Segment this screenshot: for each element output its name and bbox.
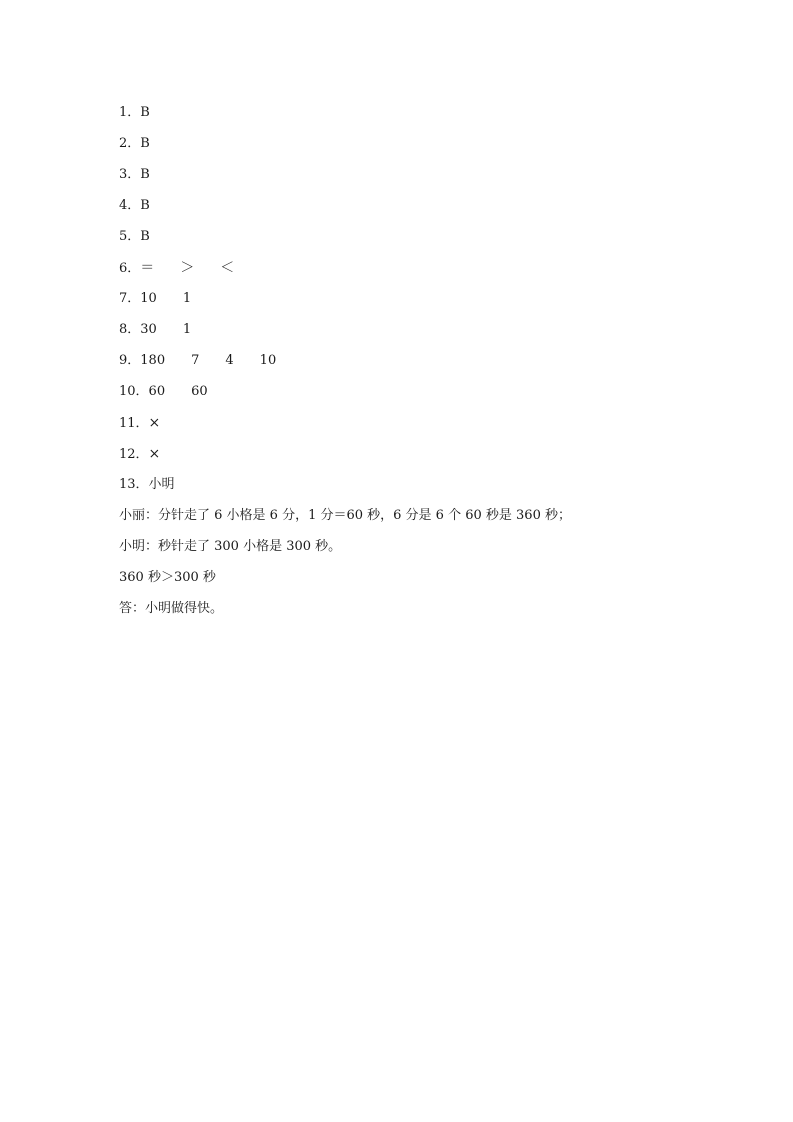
answer-value: ＞ [180, 260, 195, 276]
answer-value: × [148, 446, 161, 462]
explanation-line: 小明：秒针走了 300 小格是 300 秒。 [119, 539, 342, 554]
question-number: 2． [119, 136, 141, 151]
answer-12 [119, 443, 679, 474]
answer-4 [119, 195, 679, 226]
answer-13 [119, 474, 679, 505]
question-number: 6． [119, 261, 141, 276]
explanation-line: 360 秒＞300 秒 [119, 570, 216, 585]
answer-value: ＜ [220, 260, 235, 276]
answer-value: ＝ [140, 260, 155, 276]
question-number: 13． [119, 477, 149, 492]
question-number: 11． [119, 416, 149, 431]
answer-6 [119, 257, 679, 288]
answer-2 [119, 133, 679, 164]
answer-11 [119, 412, 679, 443]
answer-value: B [140, 229, 150, 244]
answer-value: 10 [140, 291, 157, 306]
answer-value: B [140, 105, 150, 120]
question-number: 4． [119, 198, 141, 213]
question-number: 5． [119, 229, 141, 244]
answer-value: 1 [182, 291, 192, 306]
answer-5 [119, 226, 679, 257]
answer-value: 1 [182, 322, 192, 337]
question-number: 9． [119, 353, 141, 368]
answer-3 [119, 164, 679, 195]
answer-value: 30 [140, 322, 157, 337]
question-number: 7． [119, 291, 141, 306]
question-number: 1． [119, 105, 141, 120]
answer-10 [119, 381, 679, 412]
answer-value: 4 [225, 353, 234, 368]
question-number: 8． [119, 322, 141, 337]
question-number: 12． [119, 447, 149, 462]
answer-value: 60 [191, 384, 208, 399]
answer-value: 小明 [148, 477, 175, 492]
answer-1 [119, 102, 679, 133]
answer-value: B [140, 136, 150, 151]
answer-list [119, 102, 679, 629]
explanation-line: 答：小明做得快。 [119, 601, 224, 616]
answer-8 [119, 319, 679, 350]
answer-value: × [148, 415, 161, 431]
answer-7 [119, 288, 679, 319]
answer-value: 60 [148, 384, 166, 399]
question-number: 3． [119, 167, 141, 182]
answer-value: B [140, 167, 150, 182]
answer-value: 7 [191, 353, 200, 368]
answer-value: B [140, 198, 150, 213]
answer-value: 180 [140, 353, 166, 368]
question-number: 10． [119, 384, 149, 399]
explanation-line: 小丽：分针走了 6 小格是 6 分，1 分＝60 秒，6 分是 6 个 60 秒是 360 秒； [119, 508, 571, 523]
answer-9 [119, 350, 679, 381]
answer-value: 10 [259, 353, 277, 368]
